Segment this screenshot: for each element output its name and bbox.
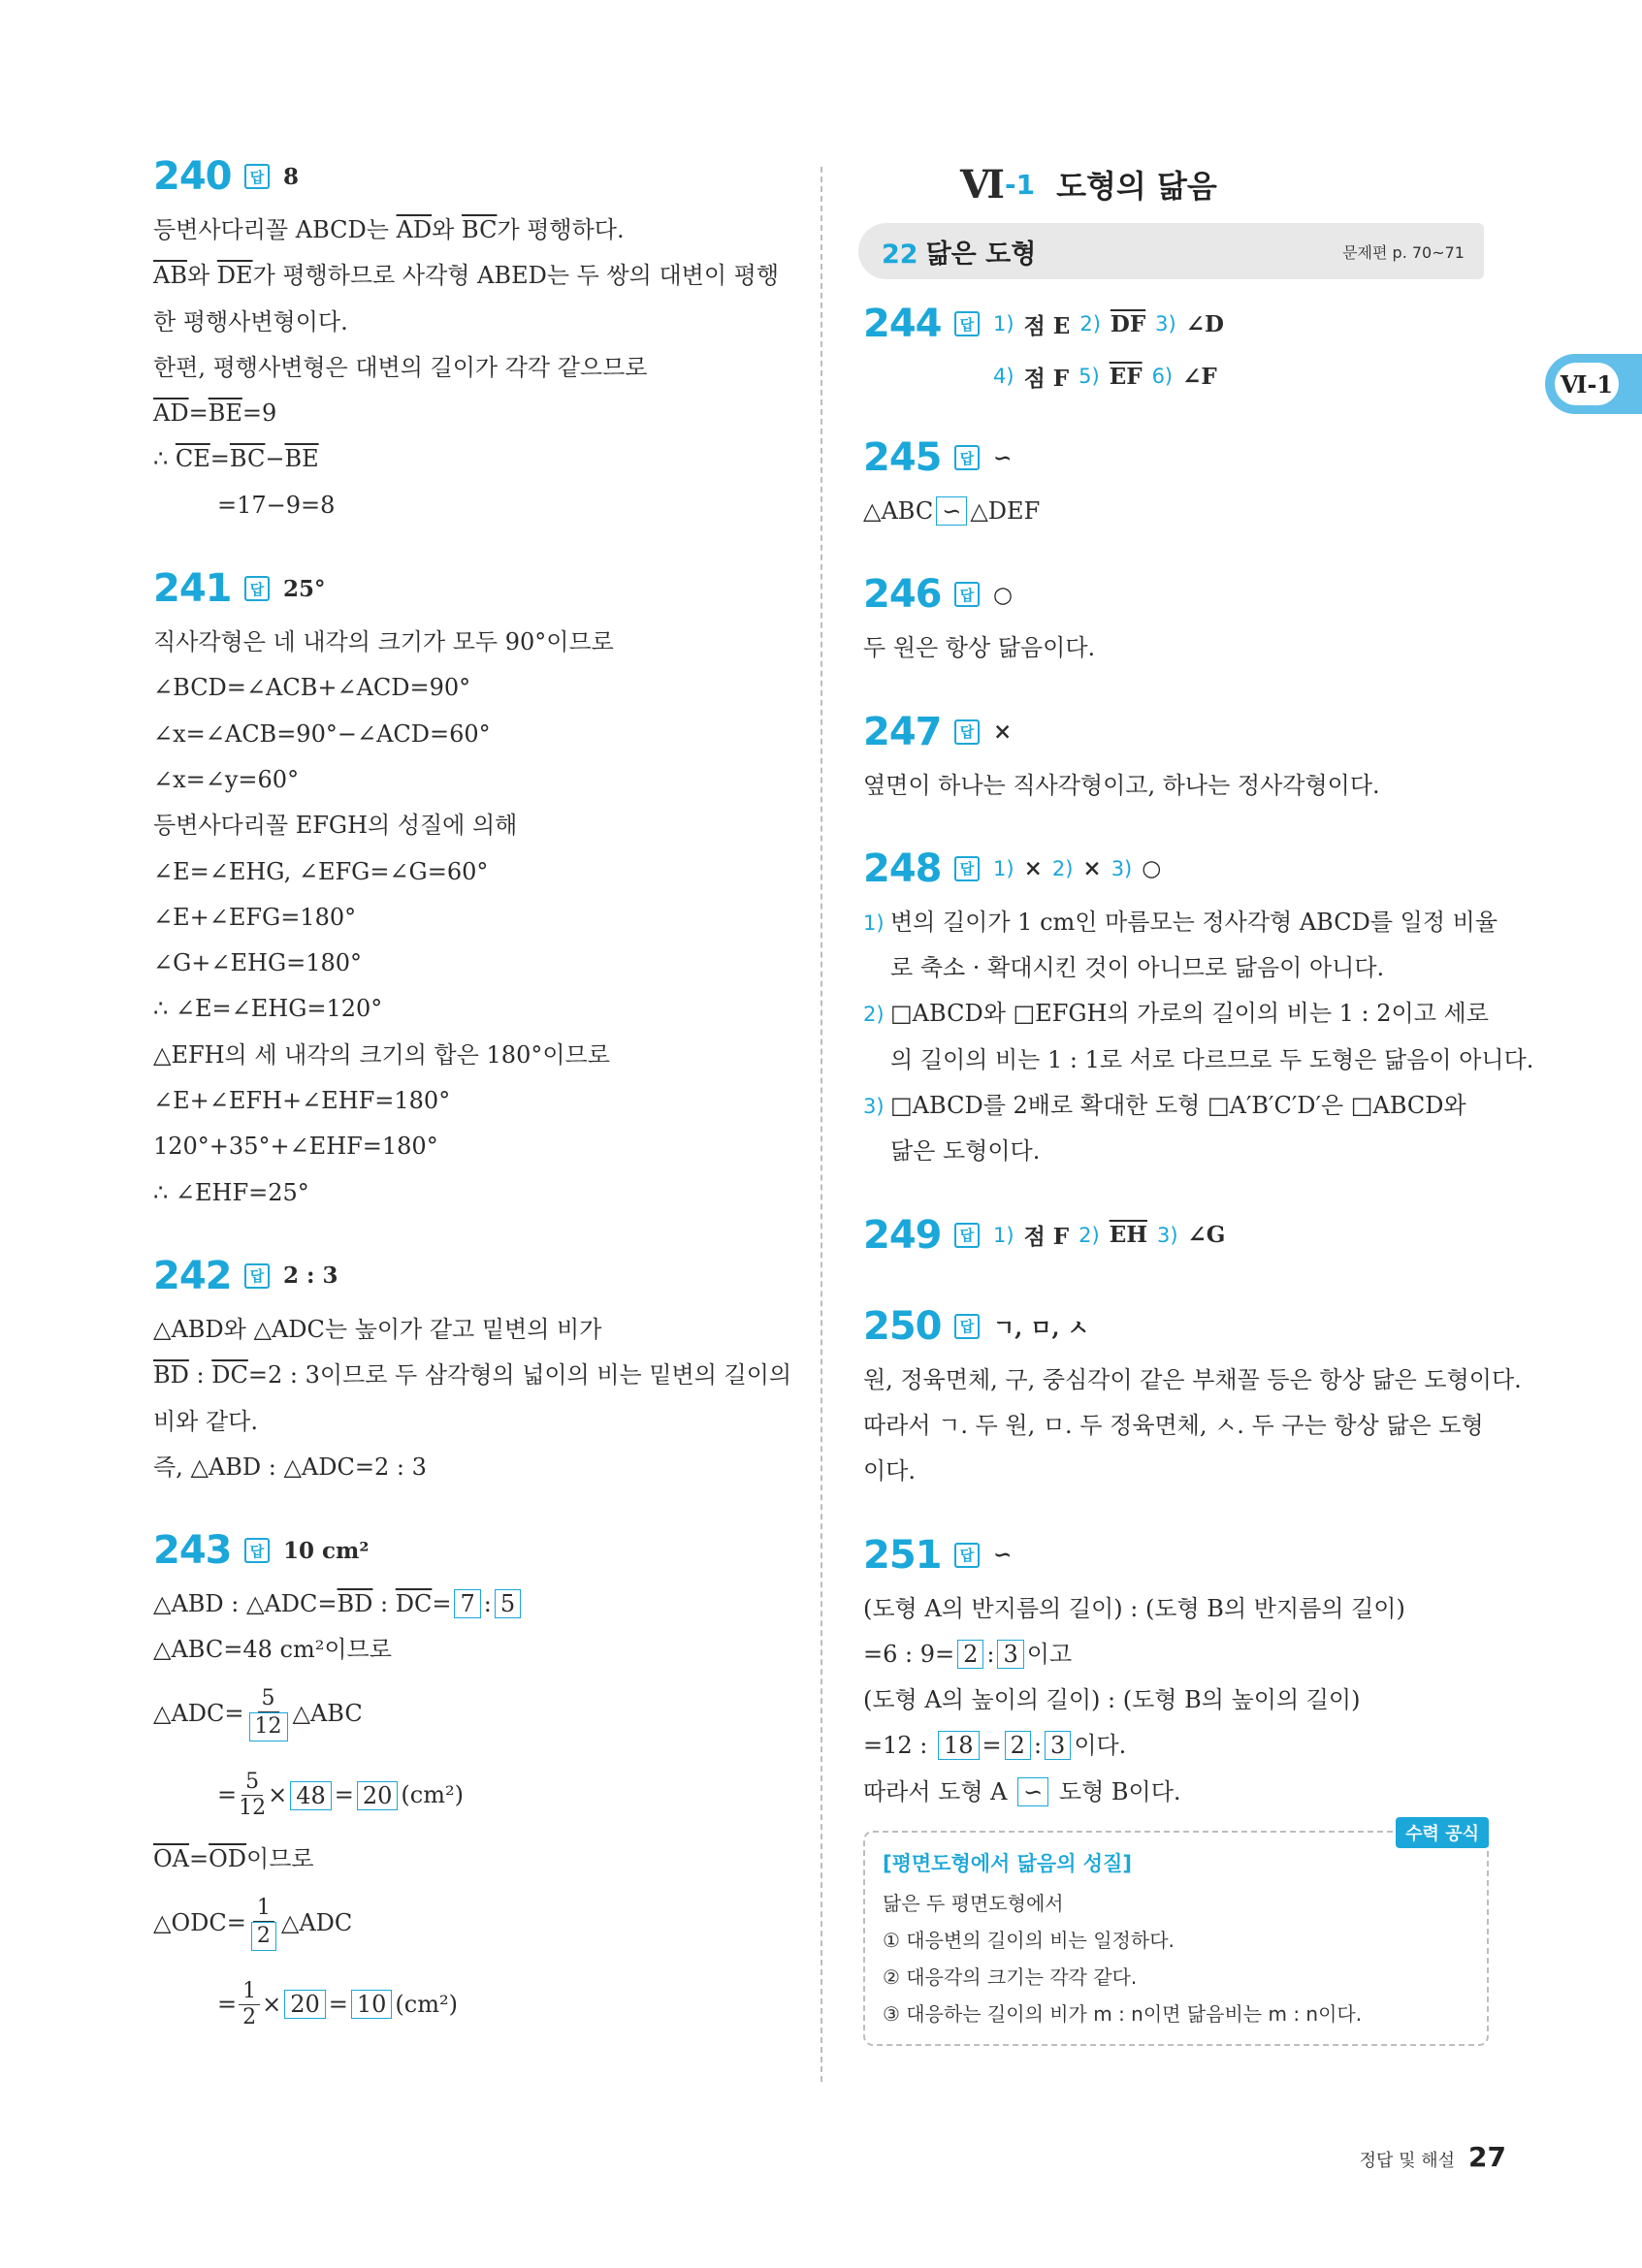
- problem-249: [863, 1204, 1494, 1266]
- problem-241: [153, 558, 784, 1216]
- answer: ∽: [993, 444, 1013, 471]
- problem-number: 245: [863, 435, 942, 480]
- right-column: [863, 145, 1534, 2046]
- solution-line: = $\frac{5}{12}$ × 48 = 20 (cm²): [217, 1770, 464, 1821]
- solution-line: = $\frac{1}{2}$ × 20 = 10 (cm²): [217, 1978, 458, 2029]
- formula-line: 닮은 두 평면도형에서: [883, 1892, 1064, 1916]
- solution-line: 2) □ABCD와 □EFGH의 가로의 길이의 비는 1 : 2이고 세로: [863, 1000, 1489, 1028]
- answer: ×: [993, 719, 1013, 746]
- answer-badge: 답: [244, 1263, 270, 1289]
- answer: 10 cm²: [283, 1537, 370, 1564]
- solution-line: 등변사다리꼴 EFGH의 성질에 의해: [153, 812, 518, 840]
- solution-line: 두 원은 항상 닮음이다.: [863, 634, 1096, 662]
- problem-251: [863, 1524, 1494, 1815]
- solution-line: △ABC ∽ △DEF: [863, 497, 1041, 525]
- answer: ㄱ, ㅁ, ㅅ: [993, 1315, 1089, 1342]
- formula-line: ③ 대응하는 길이의 비가 m : n이면 닮음비는 m : n이다.: [883, 2002, 1363, 2027]
- answer-badge: 답: [954, 311, 980, 336]
- section-bar: [858, 223, 1484, 279]
- problem-243: [153, 1519, 784, 2045]
- solution-line: 따라서 ㄱ. 두 원, ㅁ. 두 정육면체, ㅅ. 두 구는 항상 닮은 도형: [863, 1411, 1484, 1439]
- answer-badge: 답: [954, 1314, 980, 1339]
- answer-badge: 답: [244, 576, 270, 601]
- answer: 4) 점 F 5) $\overline{EF}$ 6) ∠F: [993, 363, 1217, 392]
- answer: ○: [993, 581, 1014, 608]
- solution-line: 등변사다리꼴 ABCD는 $\overline{AD}$와 $\overline{BC}$가 평행하다.: [153, 216, 625, 243]
- solution-line: 한 평행사변형이다.: [153, 307, 348, 335]
- solution-line: (도형 A의 반지름의 길이) : (도형 B의 반지름의 길이): [863, 1594, 1405, 1622]
- solution-line: $\overline{AB}$와 $\overline{DE}$가 평행하므로 사각형 ABED는 두 쌍의 대변이 평행: [153, 262, 780, 290]
- problem-245: [863, 427, 1494, 534]
- answer: 1) 점 F 2) $\overline{EH}$ 3) ∠G: [993, 1222, 1226, 1251]
- solution-line: 이다.: [863, 1457, 916, 1485]
- answer-badge: 답: [954, 1223, 980, 1248]
- problem-number: 244: [863, 302, 942, 346]
- answer-badge: 답: [954, 856, 980, 881]
- formula-tag: 수력 공식: [1396, 1817, 1489, 1848]
- answer: 1) × 2) × 3) ○: [993, 855, 1162, 882]
- solution-line: 따라서 도형 A ∽ 도형 B이다.: [863, 1777, 1181, 1805]
- problem-248: [863, 838, 1534, 1175]
- solution-line: ∠x=∠ACB=90°−∠ACD=60°: [153, 719, 491, 748]
- solution-line: ∠E+∠EFG=180°: [153, 903, 357, 931]
- answer-badge: 답: [954, 719, 980, 745]
- formula-title: [평면도형에서 닮음의 성질]: [883, 1852, 1132, 1876]
- column-divider: [821, 167, 822, 2082]
- solution-line: △ADC= $\frac{5}{12}$ △ABC: [153, 1674, 784, 1755]
- solution-line: 즉, △ABD : △ADC=2 : 3: [153, 1453, 427, 1481]
- problem-number: 251: [863, 1532, 942, 1578]
- footer-label: 정답 및 해설: [1359, 2151, 1456, 2171]
- answer: 8: [283, 163, 300, 190]
- chapter-sub: -1: [1005, 168, 1036, 201]
- solution-line: =12 : 18 = 2 : 3 이다.: [863, 1732, 1127, 1760]
- chapter-roman: Ⅵ: [960, 161, 1005, 208]
- answer: 25°: [283, 575, 326, 602]
- solution-line: ∠E=∠EHG, ∠EFG=∠G=60°: [153, 857, 489, 885]
- problem-244: [863, 293, 1494, 398]
- solution-line: 3) □ABCD를 2배로 확대한 도형 □A′B′C′D′은 □ABCD와: [863, 1092, 1466, 1120]
- solution-line: △ABD : $\triangle ADC=\overline{BD}$ : $\overline{DC}= 7$ : 5: [153, 1581, 784, 1627]
- chapter-title: [863, 145, 1494, 223]
- chapter-name: 도형의 닮음: [1056, 168, 1217, 205]
- solution-line: 한편, 평행사변형은 대변의 길이가 각각 같으므로: [153, 353, 648, 381]
- solution-line: ∠BCD=∠ACB+∠ACD=90°: [153, 674, 471, 702]
- solution-line: ∠x=∠y=60°: [153, 765, 300, 793]
- left-column: [153, 145, 792, 2074]
- solution-line: (도형 A의 높이의 길이) : (도형 B의 높이의 길이): [863, 1686, 1361, 1714]
- solution-line: =6 : 9= 2 : 3 이고: [863, 1640, 1073, 1668]
- solution-line: △ABC=48 cm²이므로: [153, 1636, 392, 1664]
- problem-number: 241: [153, 566, 232, 612]
- answer-badge: 답: [954, 445, 980, 470]
- section-title: 22 닮은 도형: [882, 239, 1037, 270]
- solution-line: $\overline{OA}=\overline{OD}$이므로: [153, 1844, 314, 1872]
- page-footer: [1360, 2141, 1506, 2173]
- problem-number: 247: [863, 709, 942, 754]
- solution-line: ∠E+∠EFH+∠EHF=180°: [153, 1087, 451, 1115]
- problem-number: 243: [153, 1528, 232, 1574]
- chapter-side-tab-label: Ⅵ-1: [1555, 363, 1619, 405]
- solution-line: ∠G+∠EHG=180°: [153, 949, 363, 977]
- solution-line: 로 축소 · 확대시킨 것이 아니므로 닮음이 아니다.: [890, 954, 1385, 982]
- solution-line: △EFH의 세 내각의 크기의 합은 180°이므로: [153, 1040, 610, 1069]
- solution-line: ∴ $\overline{CE}=\overline{BC}-\overline{BE}$: [153, 445, 319, 473]
- solution-line: ∴ ∠E=∠EHG=120°: [153, 995, 383, 1023]
- solution-line: 1) 변의 길이가 1 cm인 마름모는 정사각형 ABCD를 일정 비율: [863, 908, 1498, 936]
- answer: 1) 점 E 2) $\overline{DF}$ 3) ∠D: [993, 310, 1224, 339]
- solution-line: 닮은 도형이다.: [890, 1137, 1041, 1166]
- problem-number: 249: [863, 1212, 942, 1258]
- problem-number: 242: [153, 1253, 232, 1298]
- problem-240: [153, 145, 784, 528]
- answer: ∽: [993, 1542, 1013, 1569]
- solution-line: =17−9=8: [217, 491, 336, 519]
- solution-line: △ODC= $\frac{1}{2}$ △ADC: [153, 1882, 784, 1964]
- answer-badge: 답: [244, 164, 270, 189]
- answer-badge: 답: [244, 1538, 270, 1563]
- solution-line: 원, 정육면체, 구, 중심각이 같은 부채꼴 등은 항상 닮은 도형이다.: [863, 1365, 1522, 1393]
- answer: 2 : 3: [283, 1262, 338, 1290]
- problem-246: [863, 563, 1494, 671]
- problem-number: 250: [863, 1303, 942, 1349]
- solution-line: $\overline{AD}=\overline{BE}=9$: [153, 399, 277, 428]
- problem-247: [863, 701, 1494, 809]
- formula-line: ① 대응변의 길이의 비는 일정하다.: [883, 1929, 1175, 1953]
- solution-line: 옆면이 하나는 직사각형이고, 하나는 정사각형이다.: [863, 771, 1380, 799]
- problem-number: 240: [153, 154, 232, 199]
- solution-line: $\overline{BD}$ : $\overline{DC}=2$ : 3이므로 두 삼각형의 넓이의 비는 밑변의 길이의: [153, 1361, 792, 1390]
- solution-line: △ABD와 △ADC는 높이가 같고 밑변의 비가: [153, 1315, 602, 1343]
- problem-242: [153, 1245, 792, 1490]
- solution-line: 직사각형은 네 내각의 크기가 모두 90°이므로: [153, 628, 614, 656]
- chapter-side-tab: [1545, 354, 1642, 414]
- problem-number: 246: [863, 572, 942, 618]
- solution-line: 120°+35°+∠EHF=180°: [153, 1133, 438, 1161]
- formula-line: ② 대응각의 크기는 각각 같다.: [883, 1965, 1138, 1990]
- answer-badge: 답: [954, 1543, 980, 1568]
- solution-line: ∴ ∠EHF=25°: [153, 1178, 309, 1206]
- problem-250: [863, 1295, 1522, 1495]
- answer-badge: 답: [954, 582, 980, 607]
- page-number: 27: [1468, 2141, 1506, 2173]
- section-page-ref: 문제편 p. 70~71: [1342, 242, 1465, 262]
- formula-box: [863, 1824, 1489, 2046]
- problem-number: 248: [863, 846, 942, 891]
- solution-line: 의 길이의 비는 1 : 1로 서로 다르므로 두 도형은 닮음이 아니다.: [890, 1045, 1534, 1073]
- solution-line: 비와 같다.: [153, 1407, 258, 1435]
